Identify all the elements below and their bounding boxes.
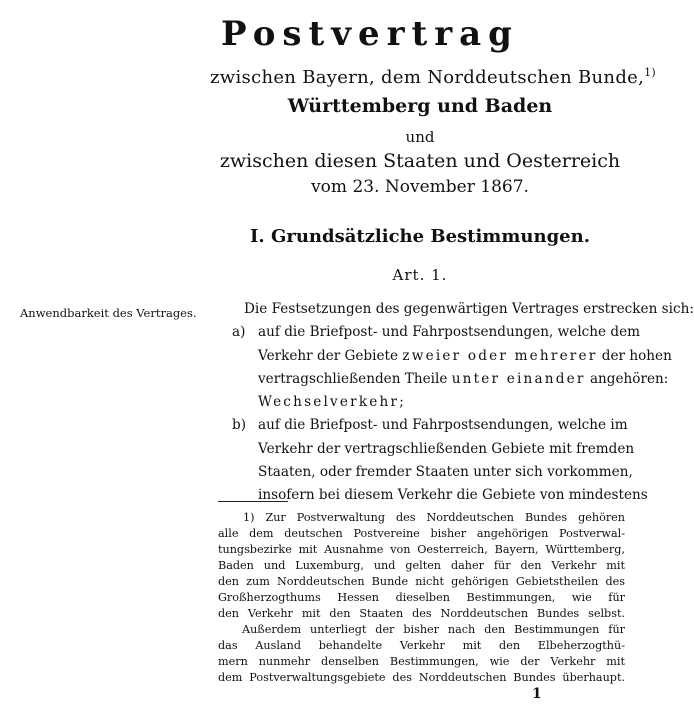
text-span: auf die Briefpost- und Fahrpostsendungen, welche im xyxy=(258,417,628,434)
text-span: der hohen xyxy=(601,347,672,364)
footnote-marker: 1) xyxy=(644,66,657,79)
footnote-divider xyxy=(218,501,288,502)
text-line: Die Festsetzungen des gegenwärtigen Vertrages erstrecken sich: xyxy=(244,301,694,317)
spaced-text: zweier oder mehrerer xyxy=(402,347,598,364)
footnote-line: das Ausland behandelte Verkehr mit den Elbeherzogthü- xyxy=(218,639,625,652)
subtitle-austria: zwischen diesen Staaten und Oesterreich xyxy=(219,150,621,172)
footnote-line: dem Postverwaltungsgebiete des Norddeutschen Bundes überhaupt. xyxy=(218,671,625,684)
footnote-line: 1) Zur Postverwaltung des Norddeutschen Bundes gehören xyxy=(243,511,625,524)
text-span: Verkehr der Gebiete xyxy=(258,347,399,364)
spaced-text: unter einander xyxy=(451,370,586,387)
text-line xyxy=(232,368,669,391)
document-title: Postvertrag xyxy=(221,14,519,54)
text-line xyxy=(232,345,672,368)
text-line xyxy=(232,391,627,414)
text-span: angehören: xyxy=(589,370,669,387)
page-number: 1 xyxy=(532,686,542,702)
subtitle-parties-text: zwischen Bayern, dem Norddeutschen Bunde, xyxy=(210,67,645,88)
text-line: insofern bei diesem Verkehr die Gebiete von mindestens xyxy=(258,487,648,504)
subtitle-parties xyxy=(210,66,657,88)
article-text xyxy=(232,298,694,508)
footnote-line: Großherzogthums Hessen dieselben Bestimmungen, wie für xyxy=(218,591,625,604)
footnote-line: tungsbezirke mit Ausnahme von Oesterreich, Bayern, Württemberg, xyxy=(218,543,625,556)
text-span: auf die Briefpost- und Fahrpostsendungen, welche dem xyxy=(258,324,641,341)
text-span: vertragschließenden Theile xyxy=(258,370,448,387)
spaced-text: Wechselverkehr; xyxy=(258,394,406,411)
section-heading: I. Grundsätzliche Bestimmungen. xyxy=(250,226,590,247)
item-label: b) xyxy=(232,417,247,434)
subtitle-states: Württemberg und Baden xyxy=(287,95,553,117)
footnote-line: alle dem deutschen Postvereine bisher angehörigen Postverwal- xyxy=(218,527,625,540)
text-line: Verkehr der vertragschließenden Gebiete mit fremden xyxy=(258,440,635,457)
footnote-line: den Verkehr mit den Staaten des Norddeutschen Bundes selbst. xyxy=(218,607,625,620)
item-label: a) xyxy=(232,324,246,341)
footnote-line: mern nunmehr denselben Bestimmungen, wie der Verkehr mit xyxy=(218,655,625,668)
footnote xyxy=(218,510,625,686)
subtitle-date: vom 23. November 1867. xyxy=(311,177,529,197)
footnote-line: den zum Norddeutschen Bunde nicht gehörigen Gebietstheilen des xyxy=(218,575,625,588)
footnote-line: Außerdem unterliegt der bisher nach den Bestimmungen für xyxy=(242,623,625,636)
footnote-line: Baden und Luxemburg, und gelten daher für den Verkehr mit xyxy=(218,559,625,572)
text-line xyxy=(232,321,641,344)
margin-note: Anwendbarkeit des Vertrages. xyxy=(20,306,197,320)
text-line xyxy=(232,414,627,437)
subtitle-conjunction: und xyxy=(405,128,435,146)
text-line: Staaten, oder fremder Staaten unter sich vorkommen, xyxy=(258,464,633,481)
article-number: Art. 1. xyxy=(392,266,448,284)
